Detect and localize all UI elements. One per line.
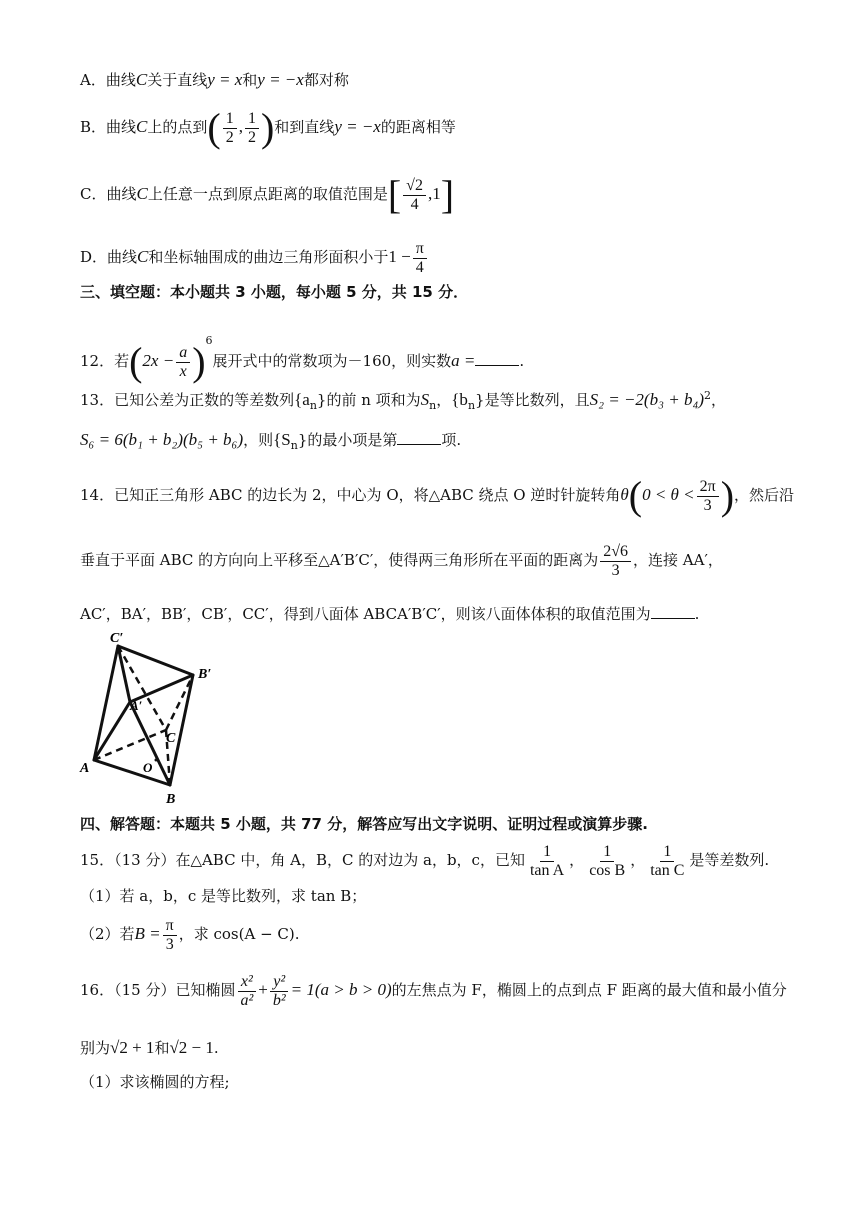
label-o: O	[143, 760, 153, 775]
edge-c1-c-hidden	[118, 646, 166, 730]
question-15-part-1: （1）若 a，b，c 是等比数列，求 tan B；	[80, 887, 367, 905]
option-b: B．曲线C上的点到( $\frac{1}{2}$ , $\frac{1}{2}$ )和到直线y = −x的距离相等	[80, 105, 456, 150]
section-4-heading: 四、解答题：本题共 5 小题，共 77 分，解答应写出文字说明、证明过程或演算步骤.	[80, 815, 648, 833]
question-14-line-2: 垂直于平面 ABC 的方向向上平移至△A′B′C′，使得两三角形所在平面的距离为 $\frac{2√6}{3}$ ，连接 AA′，	[80, 542, 723, 579]
answer-blank-14[interactable]	[651, 604, 695, 619]
section-3-heading: 三、填空题：本小题共 3 小题，每小题 5 分，共 15 分．	[80, 283, 469, 301]
center-point-o	[155, 759, 158, 762]
label-b: B	[166, 792, 176, 807]
answer-blank-12[interactable]	[475, 351, 519, 366]
option-a: A．曲线C关于直线y = x和y = −x都对称	[80, 70, 349, 89]
option-d: D．曲线C和坐标轴围成的曲边三角形面积小于1 − $\frac{\pi}{4}$	[80, 235, 429, 279]
question-16-part-1: （1）求该椭圆的方程;	[80, 1073, 230, 1091]
label-c: C	[166, 731, 176, 746]
question-15-part-2: （2）若B = $\frac{\pi}{3}$ ，求 cos(A − C).	[80, 916, 300, 953]
option-c: C．曲线C上任意一点到原点距离的取值范围是[ $\frac{√2}{4}$ ,1]	[80, 172, 455, 217]
label-c-prime: C′	[110, 631, 124, 646]
edge-c1-b1	[118, 646, 193, 675]
edge-b1-b	[170, 675, 193, 785]
question-15: 15．（13 分）在△ABC 中，角 A，B，C 的对边为 a，b，c，已知 $\frac{1}{\text{tan A}}$ ， $\frac{1}{\text{cos B}}$ ， $\frac{1}{\text{tan C}}$ 是等差数列.	[80, 842, 770, 879]
question-16-line-2: 别为√2 + 1和√2 − 1.	[80, 1038, 219, 1057]
label-a: A	[80, 761, 90, 776]
question-14-line-1: 14．已知正三角形 ABC 的边长为 2，中心为 O，将△ABC 绕点 O 逆时针旋转角θ(0 < θ < $\frac{2\pi}{3}$ )，然后沿	[80, 473, 795, 518]
label-b-prime: B′	[198, 667, 212, 682]
answer-blank-13[interactable]	[397, 430, 441, 445]
edge-c1-a1	[118, 646, 130, 702]
question-13-line-2: S₆ = 6(b₁ + b₂)(b₅ + b₆)，则$\{S_n\}$的最小项是第 项.	[80, 430, 462, 452]
label-a-prime: A′	[130, 698, 143, 713]
question-12: 12．若(2x − $\frac{a}{x}$ )$^6$展开式中的常数项为－160，则实数a = .	[80, 334, 525, 384]
octahedron-figure	[78, 630, 228, 810]
question-14-line-3: AC′，BA′，BB′，CB′，CC′，得到八面体 ABCA′B′C′，则该八面体体积的取值范围为 .	[80, 605, 700, 623]
question-13-line-1: 13．已知公差为正数的等差数列$\{a_n\}$的前 n 项和为$S_n$，$\{b_n\}$是等比数列，且$S_2 = -2(b_3 + b_4)^2$，	[80, 389, 727, 412]
question-16: 16．（15 分）已知椭圆 $\frac{\text{x²}}{\text{a²}}$ + $\frac{\text{y²}}{\text{b²}}$ = 1(a > b > 0)的左焦点为 F，椭圆上的点到点 F 距离的最大值和最小值分	[80, 972, 787, 1009]
